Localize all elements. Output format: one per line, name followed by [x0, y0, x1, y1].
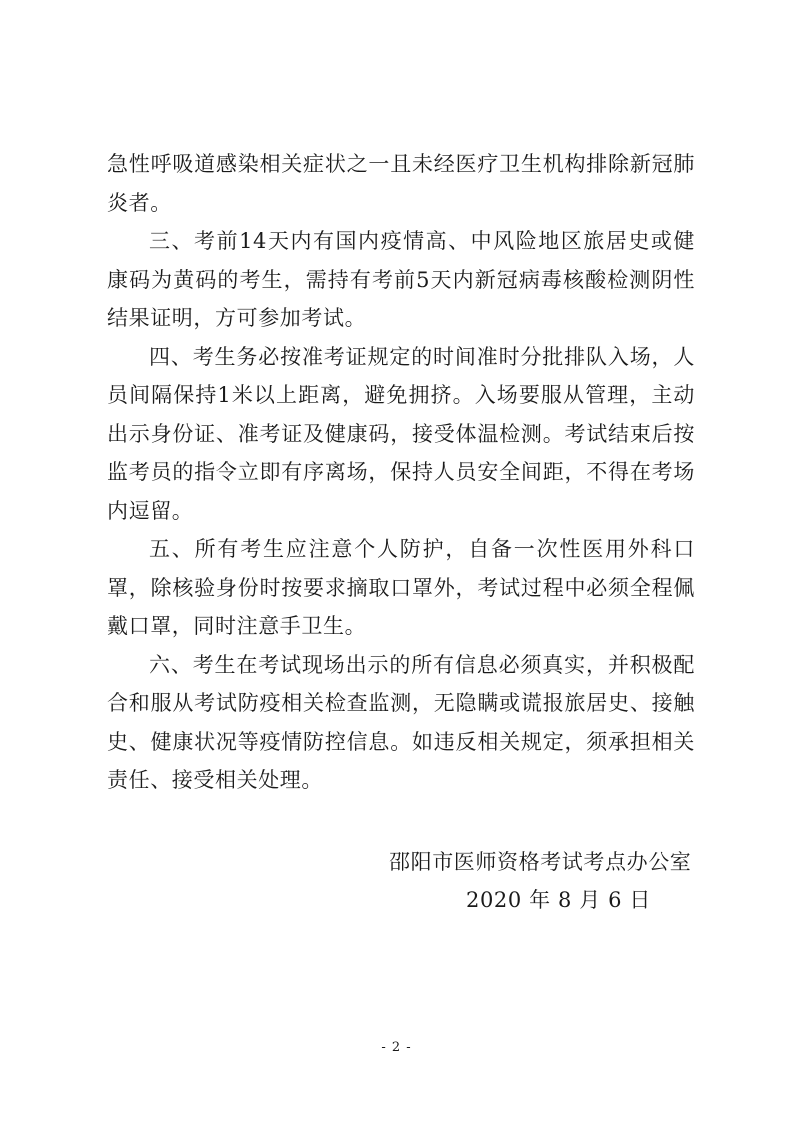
paragraph-item-4: 四、考生务必按准考证规定的时间准时分批排队入场，人员间隔保持1米以上距离，避免拥挤。入场要服从管理，主动出示身份证、准考证及健康码，接受体温检测。考试结束后按监考员的指令立即有序离场，保持人员安全间距，不得在考场内逗留。: [107, 344, 695, 523]
paragraph-item-6: 六、考生在考试现场出示的所有信息必须真实，并积极配合和服从考试防疫相关检查监测，无隐瞒或谎报旅居史、接触史、健康状况等疫情防控信息。如违反相关规定，须承担相关责任、接受相关处理。: [107, 652, 695, 792]
document-body: [107, 145, 695, 800]
signature-block: [389, 843, 692, 919]
paragraph-continuation: 急性呼吸道感染相关症状之一且未经医疗卫生机构排除新冠肺炎者。: [107, 152, 695, 215]
paragraph-item-3: 三、考前14天内有国内疫情高、中风险地区旅居史或健康码为黄码的考生，需持有考前5天内新冠病毒核酸检测阴性结果证明，方可参加考试。: [107, 229, 695, 330]
paragraph-item-5: 五、所有考生应注意个人防护，自备一次性医用外科口罩，除核验身份时按要求摘取口罩外，考试过程中必须全程佩戴口罩，同时注意手卫生。: [107, 537, 695, 638]
page-number: - 2 -: [381, 1040, 412, 1055]
issue-date: 2020 年 8 月 6 日: [466, 888, 651, 912]
issuing-organization: 邵阳市医师资格考试考点办公室: [389, 850, 692, 874]
